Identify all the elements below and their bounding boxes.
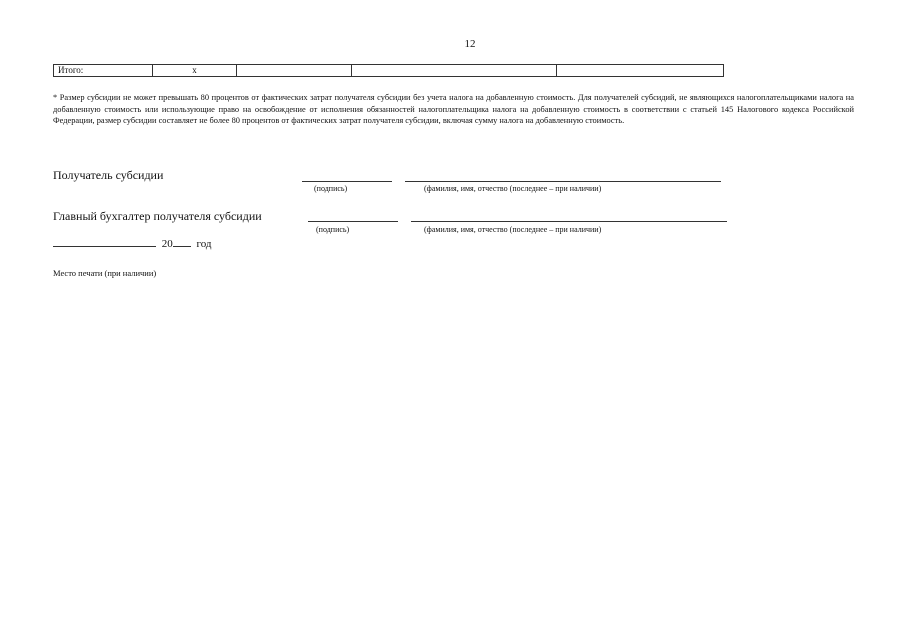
date-line [53, 237, 212, 250]
accountant-label: Главный бухгалтер получателя субсидии [53, 209, 262, 223]
totals-mark: х [153, 65, 237, 77]
footnote: * Размер субсидии не может превышать 80 процентов от фактических затрат получателя субсидии без учета налога на добавленную стоимость. Для получателей субсидий, не являющихся налогоплательщиками налога на добавленную стоимость или использующие право на освобождение от исполнения обязанностей налогоплательщика налога на добавленную стоимость в соответствии с статьей 145 Налогового кодекса Российской Федерации, размер субсидии составляет не более 80 процентов от фактических затрат получателя субсидии, включая сумму налога на добавленную стоимость. [53, 93, 854, 126]
accountant-name-line [411, 221, 727, 222]
totals-table [53, 64, 724, 77]
accountant-name-caption: (фамилия, имя, отчество (последнее – при наличии) [424, 225, 602, 234]
seal-label: Место печати (при наличии) [53, 268, 157, 278]
totals-cell-5 [557, 65, 724, 77]
recipient-name-line [405, 181, 721, 182]
date-day-month-blank [53, 237, 156, 247]
accountant-signature-caption: (подпись) [316, 225, 350, 234]
totals-row [54, 65, 724, 77]
recipient-name-caption: (фамилия, имя, отчество (последнее – при наличии) [424, 184, 602, 193]
totals-cell-4 [352, 65, 557, 77]
date-year-prefix: 20 [161, 238, 173, 250]
recipient-signature-caption: (подпись) [314, 184, 348, 193]
recipient-label: Получатель субсидии [53, 168, 164, 182]
date-year-suffix: год [196, 238, 212, 250]
totals-label: Итого: [54, 65, 153, 77]
accountant-signature-line [308, 221, 398, 222]
totals-cell-3 [237, 65, 352, 77]
recipient-signature-line [302, 181, 392, 182]
date-year-blank [173, 237, 191, 247]
page-number: 12 [464, 38, 476, 50]
